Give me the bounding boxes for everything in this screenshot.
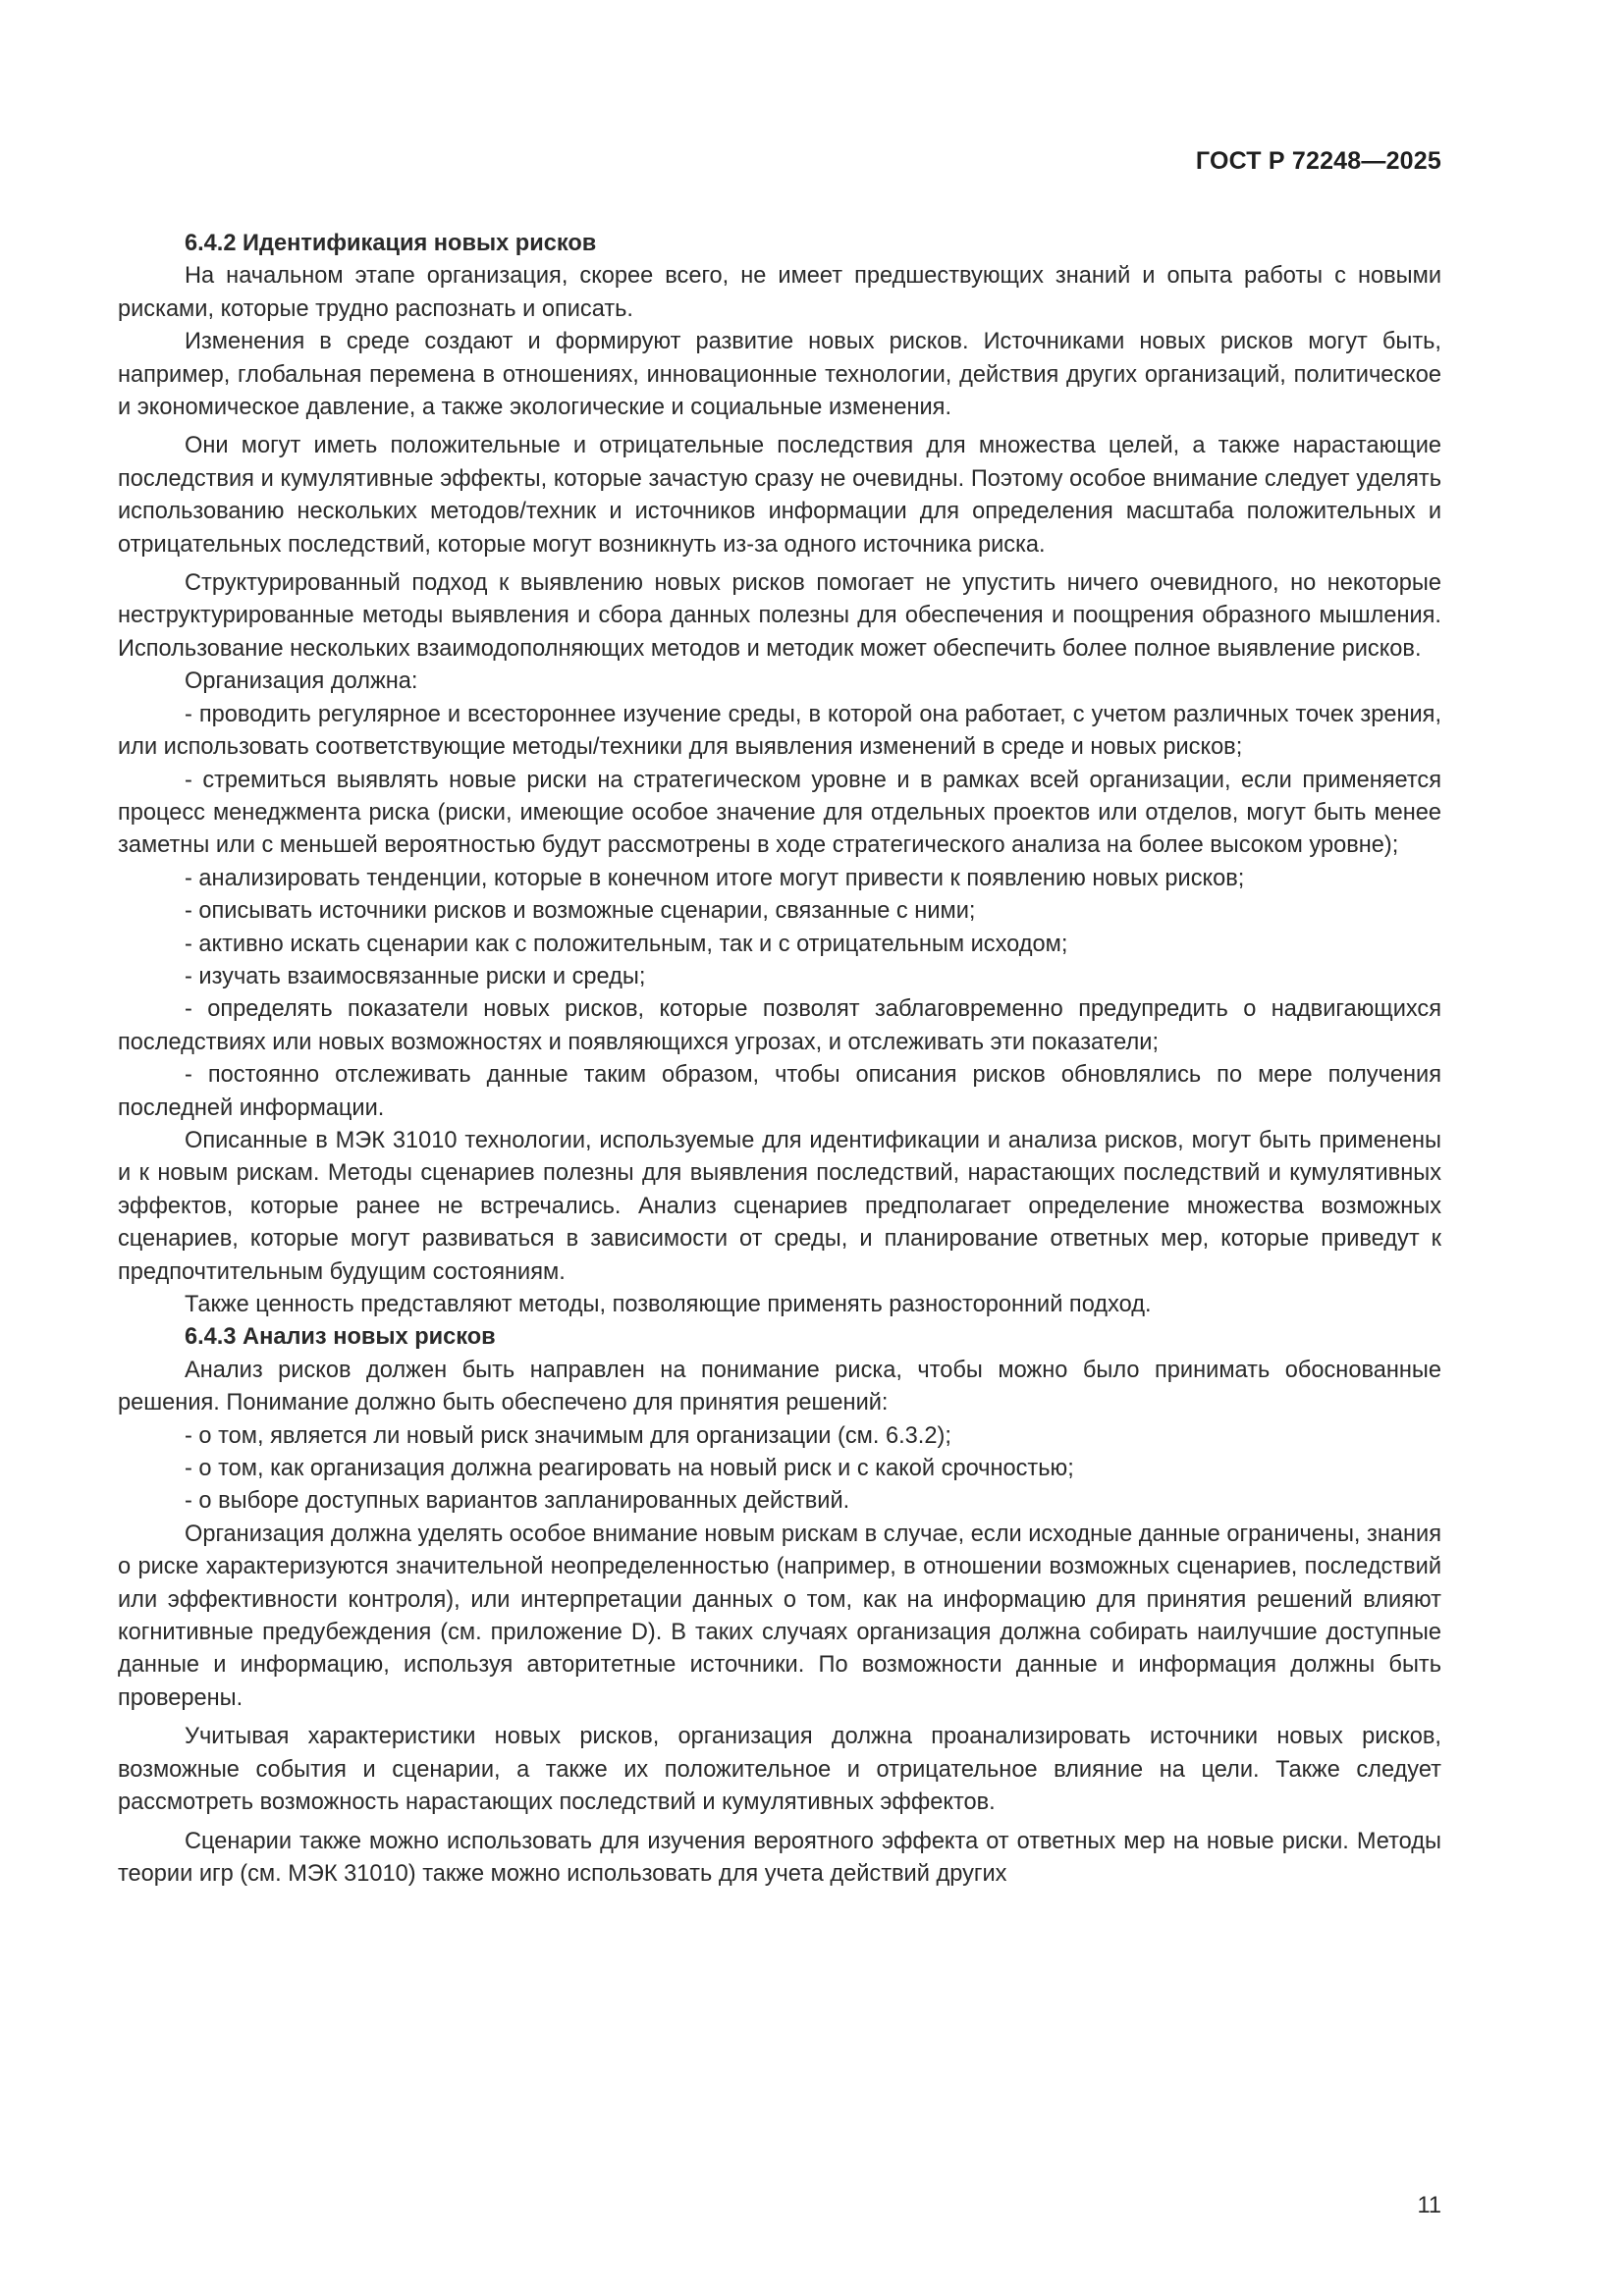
list-item: - постоянно отслеживать данные таким образом, чтобы описания рисков обновлялись по мере получения последней информации. — [118, 1062, 1441, 1121]
paragraph: Описанные в МЭК 31010 технологии, используемые для идентификации и анализа рисков, могут быть применены и к новым рискам. Методы сценариев полезны для выявления последствий, нарастающих последствий и кумулятивных эффектов, которые ранее не встречались. Анализ сценариев предполагает определение множества возможных сценариев, которые могут развиваться в зависимости от среды, и планирование ответных мер, которые приведут к предпочтительным будущим состояниям. — [118, 1127, 1441, 1285]
paragraph: На начальном этапе организация, скорее всего, не имеет предшествующих знаний и опыта работы с новыми рисками, которые трудно распознать и описать. — [118, 263, 1441, 322]
list-item: - описывать источники рисков и возможные сценарии, связанные с ними; — [185, 898, 976, 925]
document-id: ГОСТ Р 72248—2025 — [1195, 147, 1441, 175]
section-heading-6-4-3: 6.4.3 Анализ новых рисков — [185, 1324, 496, 1351]
paragraph: Сценарии также можно использовать для изучения вероятного эффекта от ответных мер на новые риски. Методы теории игр (см. МЭК 31010) также можно использовать для учета действий других — [118, 1828, 1441, 1887]
paragraph: Изменения в среде создают и формируют развитие новых рисков. Источниками новых рисков могут быть, например, глобальная перемена в отношениях, инновационные технологии, действия других организаций, политическое и экономическое давление, а также экологические и социальные изменения. — [118, 329, 1441, 421]
paragraph: Также ценность представляют методы, позволяющие применять разносторонний подход. — [185, 1292, 1152, 1317]
paragraph: Организация должна: — [185, 668, 418, 695]
list-item: - анализировать тенденции, которые в конечном итоге могут привести к появлению новых рисков; — [185, 865, 1245, 891]
list-item: - о выборе доступных вариантов запланированных действий. — [185, 1488, 850, 1515]
paragraph: Они могут иметь положительные и отрицательные последствия для множества целей, а также нарастающие последствия и кумулятивные эффекты, которые зачастую сразу не очевидны. Поэтому особое внимание следует уделять использованию нескольких методов/техник и источников информации для определения масштаба положительных и отрицательных последствий, которые могут возникнуть из-за одного источника риска. — [118, 433, 1441, 558]
list-item: - изучать взаимосвязанные риски и среды; — [185, 963, 646, 989]
paragraph: Анализ рисков должен быть направлен на понимание риска, чтобы можно было принимать обоснованные решения. Понимание должно быть обеспечено для принятия решений: — [118, 1357, 1441, 1416]
list-item: - стремиться выявлять новые риски на стратегическом уровне и в рамках всей организации, если применяется процесс менеджмента риска (риски, имеющие особое значение для отдельных проектов или отделов, могут быть менее заметны или с меньшей вероятностью будут рассмотрены в ходе стратегического анализа на более высоком уровне); — [118, 767, 1441, 859]
section-heading-6-4-2: 6.4.2 Идентификация новых рисков — [185, 231, 597, 256]
paragraph: Учитывая характеристики новых рисков, организация должна проанализировать источники новых рисков, возможные события и сценарии, а также их положительное и отрицательное влияние на цели. Также следует рассмотреть возможность нарастающих последствий и кумулятивных эффектов. — [118, 1724, 1441, 1816]
list-item: - о том, как организация должна реагировать на новый риск и с какой срочностью; — [185, 1456, 1074, 1482]
list-item: - активно искать сценарии как с положительным, так и с отрицательным исходом; — [185, 931, 1068, 957]
list-item: - проводить регулярное и всестороннее изучение среды, в которой она работает, с учетом различных точек зрения, или использовать соответствующие методы/техники для выявления изменений в среде и новых рисков; — [118, 701, 1441, 761]
paragraph: Структурированный подход к выявлению новых рисков помогает не упустить ничего очевидного, но некоторые неструктурированные методы выявления и сбора данных полезны для обеспечения и поощрения образного мышления. Использование нескольких взаимодополняющих методов и методик может обеспечить более полное выявление рисков. — [118, 570, 1441, 662]
list-item: - определять показатели новых рисков, которые позволят заблаговременно предупредить о надвигающихся последствиях или новых возможностях и появляющихся угрозах, и отслеживать эти показатели; — [118, 996, 1441, 1055]
list-item: - о том, является ли новый риск значимым для организации (см. 6.3.2); — [185, 1422, 951, 1449]
page-number: 11 — [1417, 2193, 1441, 2218]
paragraph: Организация должна уделять особое внимание новым рискам в случае, если исходные данные ограничены, знания о риске характеризуются значительной неопределенностью (например, в отношении возможных сценариев, последствий или эффективности контроля), или интерпретации данных о том, как на информацию для принятия решений влияют когнитивные предубеждения (см. приложение D). В таких случаях организация должна собирать наилучшие доступные данные и информацию, используя авторитетные источники. По возможности данные и информация должны быть проверены. — [118, 1521, 1441, 1711]
document-body — [118, 228, 1441, 1891]
